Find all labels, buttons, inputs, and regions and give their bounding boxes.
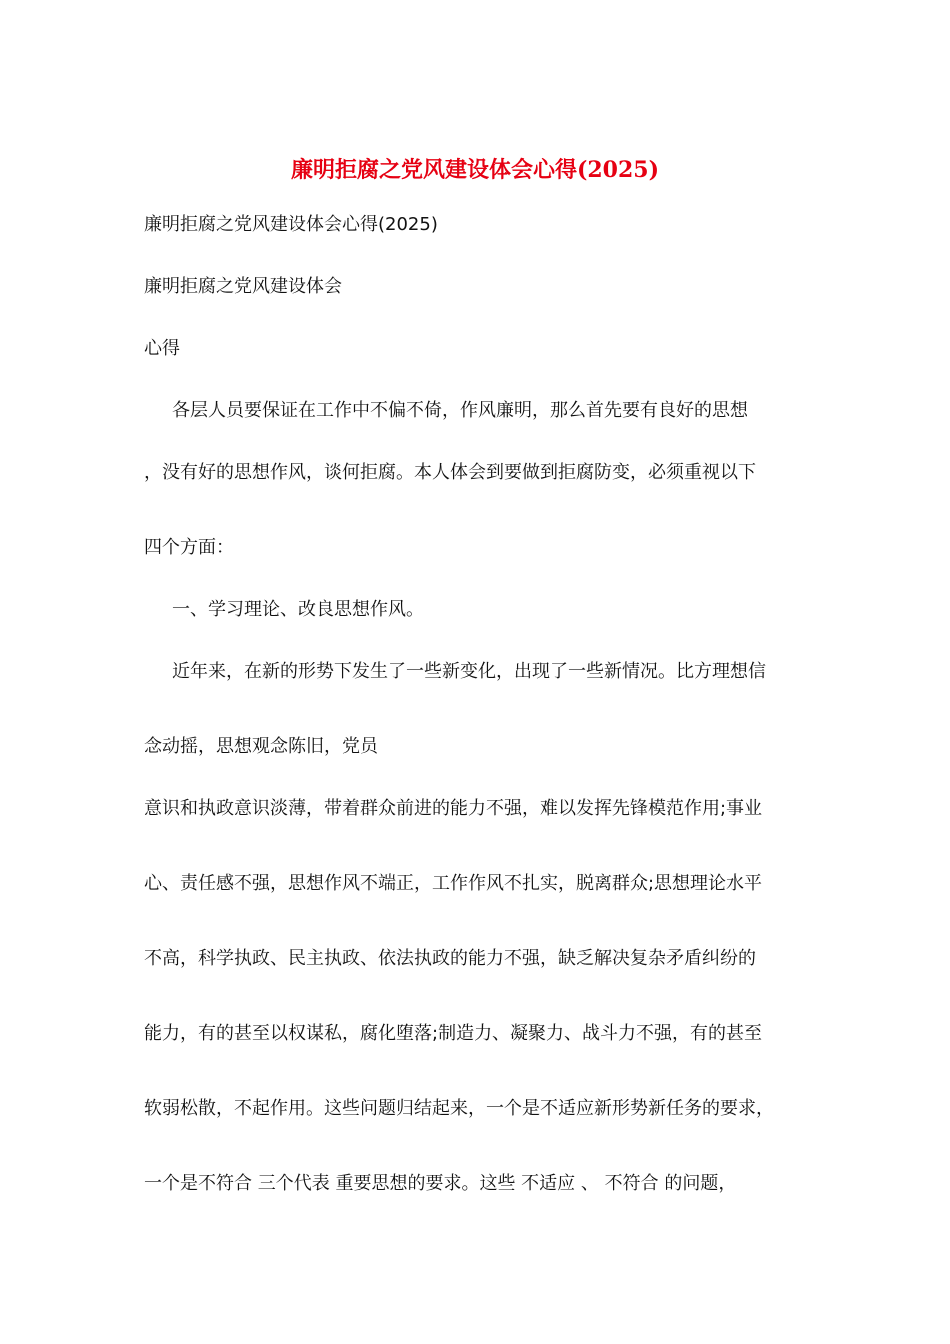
paragraph-line: 近年来，在新的形势下发生了一些新变化，出现了一些新情况。比方理想信 — [172, 661, 766, 682]
paragraph-line: 能力，有的甚至以权谋私，腐化堕落;制造力、凝聚力、战斗力不强，有的甚至 — [144, 1023, 763, 1044]
paragraph-line: ，没有好的思想作风，谈何拒腐。本人体会到要做到拒腐防变，必须重视以下 — [144, 462, 756, 483]
paragraph-line: 意识和执政意识淡薄，带着群众前进的能力不强，难以发挥先锋模范作用;事业 — [144, 798, 763, 819]
paragraph-line: 软弱松散，不起作用。这些问题归结起来，一个是不适应新形势新任务的要求， — [144, 1098, 774, 1119]
text-line-heading-cont: 心得 — [144, 338, 180, 359]
paragraph-line: 不高，科学执政、民主执政、依法执政的能力不强，缺乏解决复杂矛盾纠纷的 — [144, 948, 756, 969]
paragraph-line: 念动摇，思想观念陈旧，党员 — [144, 736, 378, 757]
text-line-heading: 廉明拒腐之党风建设体会 — [144, 276, 342, 297]
text-line-subtitle: 廉明拒腐之党风建设体会心得(2025) — [144, 214, 438, 235]
paragraph-line: 心、责任感不强，思想作风不端正，工作作风不扎实，脱离群众;思想理论水平 — [144, 873, 763, 894]
paragraph-line: 四个方面： — [144, 537, 234, 558]
document-title: 廉明拒腐之党风建设体会心得(2025) — [290, 157, 660, 183]
paragraph-line: 各层人员要保证在工作中不偏不倚，作风廉明，那么首先要有良好的思想 — [172, 400, 748, 421]
section-heading: 一、学习理论、改良思想作风。 — [172, 599, 424, 620]
paragraph-line: 一个是不符合 三个代表 重要思想的要求。这些 不适应 、 不符合 的问题， — [144, 1173, 737, 1194]
